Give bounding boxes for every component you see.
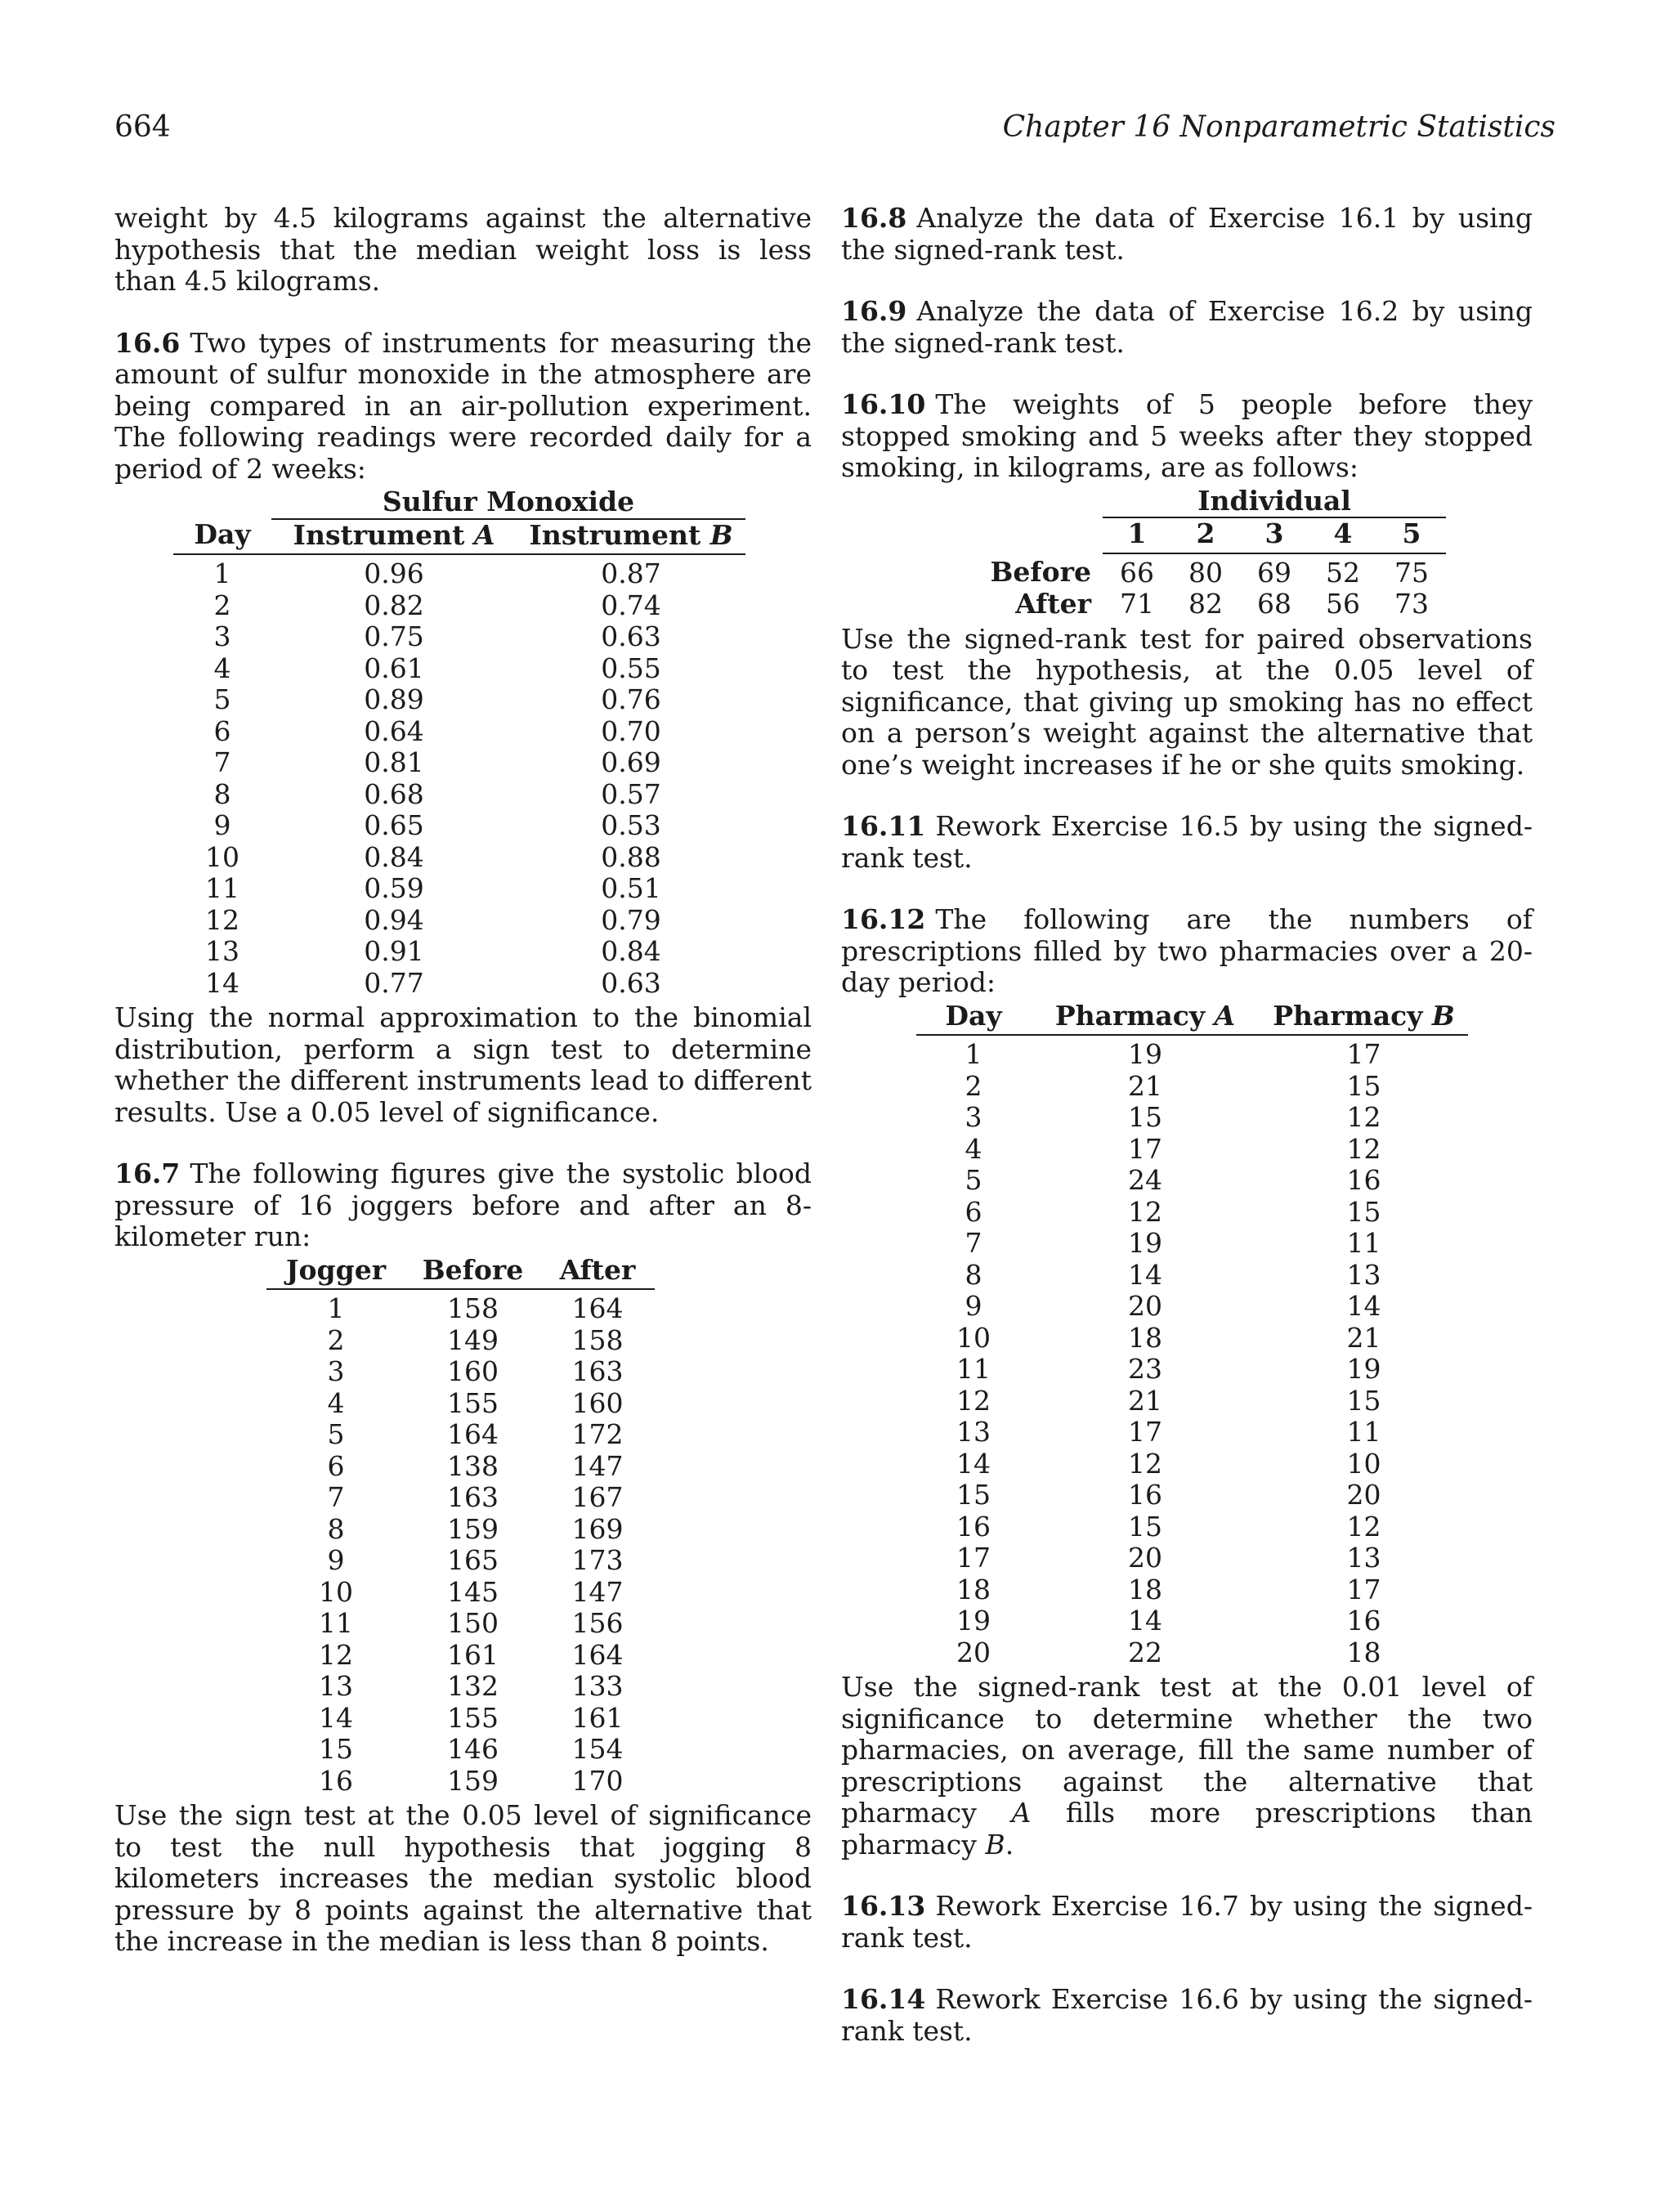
table-cell: 155 xyxy=(447,1701,499,1734)
table-cell: 18 xyxy=(1128,1573,1162,1605)
table-cell: 17 xyxy=(1346,1573,1381,1605)
table-cell: 132 xyxy=(447,1670,499,1702)
table-row xyxy=(916,1197,1468,1229)
table-cell: 0.94 xyxy=(364,903,424,936)
table-cell: 158 xyxy=(447,1292,499,1324)
table-cell: 3 xyxy=(965,1101,982,1133)
table-cell: 165 xyxy=(447,1544,499,1576)
table-header-row xyxy=(916,1001,1468,1036)
table-row xyxy=(266,1577,655,1609)
table-cell: 16 xyxy=(1346,1605,1381,1637)
table-row xyxy=(916,1511,1468,1543)
exercise-16-13 xyxy=(841,1891,1533,1954)
exercise-number: 16.14 xyxy=(841,1983,926,2015)
table-row xyxy=(173,716,745,748)
table-cell: 164 xyxy=(571,1292,624,1324)
table-row xyxy=(916,1480,1468,1511)
table-cell: 15 xyxy=(1128,1510,1162,1543)
table-row xyxy=(173,842,745,874)
exercise-number: 16.12 xyxy=(841,903,926,935)
table-group-header: Sulfur Monoxide xyxy=(271,486,745,519)
table-row-after xyxy=(952,589,1446,620)
table-cell: 8 xyxy=(213,777,231,810)
table-cell: 0.84 xyxy=(601,935,661,967)
table-cell: 20 xyxy=(1128,1290,1162,1322)
exercise-text: Two types of instruments for measuring the amount of sulfur monoxide in the atmosphere are being compared in an air-pollution experiment. The following readings were recorded daily for a period of 2 weeks: xyxy=(114,326,812,485)
sulfur-table-body xyxy=(173,554,745,999)
table-cell: 164 xyxy=(447,1418,499,1450)
table-header-row xyxy=(266,1255,655,1290)
table-cell: 170 xyxy=(571,1764,624,1797)
table-cell: 0.59 xyxy=(364,872,424,904)
table-row xyxy=(916,1228,1468,1260)
table-cell: 75 xyxy=(1394,556,1429,589)
table-cell: 0.91 xyxy=(364,935,424,967)
table-cell: 2 xyxy=(213,589,231,621)
table-cell: 4 xyxy=(213,652,231,684)
table-cell: 160 xyxy=(571,1386,624,1419)
table-cell: 0.79 xyxy=(601,903,661,936)
table-cell: 10 xyxy=(205,840,239,873)
table-cell: 12 xyxy=(1128,1195,1162,1228)
table-cell: 19 xyxy=(1128,1227,1162,1259)
table-row xyxy=(266,1703,655,1735)
table-cell: 66 xyxy=(1120,556,1154,589)
exercise-16-7-outro: Use the sign test at the 0.05 level of significance to test the null hypothesis that jogging 8 kilometers increases the median systolic blood pressure by 8 points against the alternative that the increase in the median is less than 8 points. xyxy=(114,1799,812,1957)
table-cell: 20 xyxy=(1346,1479,1381,1511)
col-header-individual: 4 xyxy=(1309,517,1377,553)
table-cell: 14 xyxy=(205,966,239,999)
table-cell: 3 xyxy=(213,620,231,652)
table-cell: 10 xyxy=(956,1321,991,1354)
table-cell: 12 xyxy=(319,1638,353,1671)
table-cell: 73 xyxy=(1394,588,1429,620)
table-cell: 10 xyxy=(319,1575,353,1608)
table-row xyxy=(266,1356,655,1388)
table-cell: 159 xyxy=(447,1512,499,1545)
table-cell: 52 xyxy=(1326,556,1360,589)
table-cell: 21 xyxy=(1128,1384,1162,1417)
jogger-table-body xyxy=(266,1289,655,1797)
table-row xyxy=(916,1386,1468,1417)
exercise-16-14 xyxy=(841,1984,1533,2047)
table-cell: 13 xyxy=(319,1670,353,1702)
table-row xyxy=(173,779,745,811)
sulfur-monoxide-table xyxy=(173,486,745,999)
table-cell: 69 xyxy=(1257,556,1291,589)
table-cell: 17 xyxy=(1128,1132,1162,1165)
table-cell: 17 xyxy=(956,1542,991,1574)
exercise-text: The following figures give the systolic blood pressure of 16 joggers before and after an 8-kilometer run: xyxy=(114,1157,812,1252)
table-cell: 0.77 xyxy=(364,966,424,999)
table-cell: 18 xyxy=(1346,1636,1381,1668)
table-row xyxy=(916,1260,1468,1292)
table-cell: 1 xyxy=(965,1038,982,1070)
table-cell: 0.64 xyxy=(364,714,424,747)
col-header-pharmacy-a: Pharmacy A xyxy=(1031,1001,1260,1036)
table-cell: 80 xyxy=(1188,556,1223,589)
table-row xyxy=(266,1766,655,1798)
table-cell: 71 xyxy=(1120,588,1154,620)
table-cell: 0.65 xyxy=(364,809,424,841)
table-cell: 6 xyxy=(213,714,231,747)
table-cell: 4 xyxy=(965,1132,982,1165)
table-row xyxy=(173,590,745,622)
col-header-pharmacy-b: Pharmacy B xyxy=(1260,1001,1468,1036)
table-cell: 11 xyxy=(956,1353,991,1385)
table-cell: 56 xyxy=(1326,588,1360,620)
table-cell: 0.57 xyxy=(601,777,661,810)
table-cell: 17 xyxy=(1346,1038,1381,1070)
table-row xyxy=(173,936,745,968)
exercise-16-9 xyxy=(841,296,1533,359)
table-cell: 2 xyxy=(965,1069,982,1102)
table-cell: 0.87 xyxy=(601,557,661,589)
table-cell: 15 xyxy=(1346,1195,1381,1228)
table-cell: 160 xyxy=(447,1355,499,1387)
table-cell: 156 xyxy=(571,1607,624,1639)
table-cell: 169 xyxy=(571,1512,624,1545)
table-row xyxy=(173,621,745,653)
table-row xyxy=(266,1734,655,1766)
table-cell: 147 xyxy=(571,1575,624,1608)
table-cell: 9 xyxy=(965,1290,982,1322)
table-row xyxy=(916,1574,1468,1606)
table-cell: 23 xyxy=(1128,1353,1162,1385)
table-cell: 22 xyxy=(1128,1636,1162,1668)
table-row xyxy=(916,1605,1468,1637)
table-row xyxy=(173,554,745,590)
table-cell: 21 xyxy=(1128,1069,1162,1102)
table-row xyxy=(266,1640,655,1672)
exercise-number: 16.8 xyxy=(841,202,907,234)
table-cell: 0.69 xyxy=(601,746,661,778)
table-cell: 15 xyxy=(319,1733,353,1765)
table-cell: 146 xyxy=(447,1733,499,1765)
col-header-day: Day xyxy=(916,1001,1031,1036)
table-cell: 164 xyxy=(571,1638,624,1671)
table-row xyxy=(266,1289,655,1325)
table-row xyxy=(916,1102,1468,1134)
table-cell: 0.84 xyxy=(364,840,424,873)
table-cell: 0.89 xyxy=(364,683,424,715)
table-row xyxy=(266,1608,655,1640)
table-cell: 18 xyxy=(1128,1321,1162,1354)
table-cell: 163 xyxy=(447,1481,499,1513)
exercise-text: Analyze the data of Exercise 16.2 by using the signed-rank test. xyxy=(841,295,1533,359)
table-cell: 12 xyxy=(956,1384,991,1417)
table-cell: 7 xyxy=(213,746,231,778)
table-cell: 9 xyxy=(327,1544,345,1576)
exercise-number: 16.13 xyxy=(841,1890,926,1922)
table-cell: 13 xyxy=(1346,1542,1381,1574)
table-row xyxy=(173,905,745,937)
table-cell: 21 xyxy=(1346,1321,1381,1354)
table-row xyxy=(266,1514,655,1546)
table-cell: 5 xyxy=(327,1418,345,1450)
table-cell: 0.55 xyxy=(601,652,661,684)
table-cell: 0.70 xyxy=(601,714,661,747)
table-cell: 173 xyxy=(571,1544,624,1576)
table-cell: 16 xyxy=(1346,1164,1381,1196)
table-row xyxy=(173,747,745,779)
table-row xyxy=(173,873,745,905)
table-cell: 0.88 xyxy=(601,840,661,873)
table-cell: 7 xyxy=(965,1227,982,1259)
table-cell: 11 xyxy=(205,872,239,904)
table-cell: 0.81 xyxy=(364,746,424,778)
table-cell: 24 xyxy=(1128,1164,1162,1196)
smoking-weights-table xyxy=(952,486,1446,620)
exercise-16-10-intro xyxy=(841,389,1533,484)
table-cell: 0.51 xyxy=(601,872,661,904)
table-cell: 155 xyxy=(447,1386,499,1419)
table-cell: 167 xyxy=(571,1481,624,1513)
table-cell: 12 xyxy=(1128,1447,1162,1480)
table-cell: 14 xyxy=(956,1447,991,1480)
table-row xyxy=(266,1388,655,1420)
table-cell: 13 xyxy=(205,935,239,967)
table-cell: 0.63 xyxy=(601,620,661,652)
table-cell: 150 xyxy=(447,1607,499,1639)
table-row xyxy=(916,1354,1468,1386)
table-cell: 149 xyxy=(447,1323,499,1356)
exercise-text: Rework Exercise 16.7 by using the signed-rank test. xyxy=(841,1890,1533,1954)
table-cell: 0.63 xyxy=(601,966,661,999)
jogger-blood-pressure-table xyxy=(266,1255,655,1798)
table-cell: 158 xyxy=(571,1323,624,1356)
exercise-text: Rework Exercise 16.5 by using the signed-rank test. xyxy=(841,810,1533,874)
table-cell: 4 xyxy=(327,1386,345,1419)
table-cell: 3 xyxy=(327,1355,345,1387)
table-cell: 0.68 xyxy=(364,777,424,810)
row-label-before: Before xyxy=(990,556,1091,588)
table-cell: 0.61 xyxy=(364,652,424,684)
table-cell: 133 xyxy=(571,1670,624,1702)
table-row xyxy=(173,810,745,842)
table-cell: 145 xyxy=(447,1575,499,1608)
page-header xyxy=(114,110,1555,153)
table-cell: 14 xyxy=(1128,1258,1162,1291)
col-header-individual: 1 xyxy=(1103,517,1171,553)
col-header-day: Day xyxy=(173,519,271,555)
exercise-number: 16.7 xyxy=(114,1157,181,1189)
exercise-16-6-outro: Using the normal approximation to the binomial distribution, perform a sign test to determine whether the different instruments lead to different results. Use a 0.05 level of significance. xyxy=(114,1001,812,1128)
exercise-16-11 xyxy=(841,811,1533,874)
table-cell: 0.75 xyxy=(364,620,424,652)
table-cell: 14 xyxy=(319,1701,353,1734)
pharmacy-prescriptions-table xyxy=(916,1001,1468,1669)
col-header-instrument-b: Instrument B xyxy=(517,519,745,555)
exercise-number: 16.9 xyxy=(841,295,907,327)
table-row xyxy=(266,1671,655,1703)
table-row xyxy=(266,1545,655,1577)
table-cell: 1 xyxy=(213,557,231,589)
table-row xyxy=(173,968,745,1000)
exercise-number: 16.11 xyxy=(841,810,926,842)
table-row-before xyxy=(952,553,1446,589)
table-cell: 172 xyxy=(571,1418,624,1450)
table-cell: 0.53 xyxy=(601,809,661,841)
col-header-before: Before xyxy=(405,1255,540,1290)
exercise-text: The weights of 5 people before they stopped smoking and 5 weeks after they stopped smoking, in kilograms, are as follows: xyxy=(841,388,1533,483)
exercise-16-12 xyxy=(841,904,1533,1860)
table-cell: 5 xyxy=(213,683,231,715)
exercise-text: Rework Exercise 16.6 by using the signed-rank test. xyxy=(841,1983,1533,2047)
table-row xyxy=(916,1165,1468,1197)
exercise-16-7 xyxy=(114,1158,812,1958)
exercise-16-8 xyxy=(841,203,1533,266)
table-row xyxy=(916,1134,1468,1166)
chapter-title: Chapter 16 Nonparametric Statistics xyxy=(1002,110,1555,144)
exercise-number: 16.10 xyxy=(841,388,926,420)
table-cell: 12 xyxy=(1346,1132,1381,1165)
col-header-instrument-a: Instrument A xyxy=(271,519,517,555)
table-group-header: Individual xyxy=(1103,486,1446,518)
table-row xyxy=(916,1543,1468,1574)
table-cell: 159 xyxy=(447,1764,499,1797)
table-cell: 154 xyxy=(571,1733,624,1765)
table-cell: 16 xyxy=(956,1510,991,1543)
table-row xyxy=(266,1482,655,1514)
table-cell: 19 xyxy=(1346,1353,1381,1385)
exercise-number: 16.6 xyxy=(114,326,181,359)
table-row xyxy=(173,684,745,716)
page-number: 664 xyxy=(114,110,171,144)
table-cell: 147 xyxy=(571,1449,624,1482)
table-cell: 20 xyxy=(1128,1542,1162,1574)
exercise-16-6-intro xyxy=(114,328,812,486)
table-cell: 161 xyxy=(571,1701,624,1734)
table-cell: 0.74 xyxy=(601,589,661,621)
continuation-text: weight by 4.5 kilograms against the alternative hypothesis that the median weight loss is less than 4.5 kilograms. xyxy=(114,202,812,297)
table-header-row xyxy=(173,519,745,555)
table-cell: 10 xyxy=(1346,1447,1381,1480)
table-cell: 15 xyxy=(1346,1384,1381,1417)
table-cell: 163 xyxy=(571,1355,624,1387)
col-header-individual: 3 xyxy=(1240,517,1309,553)
table-cell: 0.76 xyxy=(601,683,661,715)
exercise-16-12-outro: Use the signed-rank test at the 0.01 level of significance to determine whether the two pharmacies, on average, fill the same number of prescriptions against the alternative that pharmacy A fills more prescriptions than pharmacy B. xyxy=(841,1671,1533,1860)
col-header-individual: 5 xyxy=(1377,517,1446,553)
table-row xyxy=(173,653,745,685)
exercise-16-12-intro xyxy=(841,904,1533,999)
col-header-jogger: Jogger xyxy=(266,1255,405,1290)
table-cell: 12 xyxy=(205,903,239,936)
table-cell: 19 xyxy=(1128,1038,1162,1070)
right-column xyxy=(841,203,1533,2047)
table-row xyxy=(266,1419,655,1451)
table-row xyxy=(916,1449,1468,1480)
table-cell: 8 xyxy=(965,1258,982,1291)
table-cell: 15 xyxy=(1128,1101,1162,1133)
table-cell: 15 xyxy=(956,1479,991,1511)
table-cell: 13 xyxy=(956,1416,991,1448)
table-cell: 82 xyxy=(1188,588,1223,620)
table-cell: 0.96 xyxy=(364,557,424,589)
exercise-text: Analyze the data of Exercise 16.1 by using the signed-rank test. xyxy=(841,202,1533,266)
table-cell: 7 xyxy=(327,1481,345,1513)
table-row xyxy=(916,1291,1468,1323)
table-cell: 6 xyxy=(965,1195,982,1228)
table-cell: 0.82 xyxy=(364,589,424,621)
exercise-16-6 xyxy=(114,328,812,1129)
table-cell: 12 xyxy=(1346,1510,1381,1543)
table-cell: 2 xyxy=(327,1323,345,1356)
table-cell: 14 xyxy=(1346,1290,1381,1322)
table-cell: 19 xyxy=(956,1605,991,1637)
table-cell: 20 xyxy=(956,1636,991,1668)
pharmacy-table-body xyxy=(916,1035,1468,1668)
table-cell: 1 xyxy=(327,1292,345,1324)
table-cell: 15 xyxy=(1346,1069,1381,1102)
table-cell: 6 xyxy=(327,1449,345,1482)
table-cell: 8 xyxy=(327,1512,345,1545)
table-cell: 11 xyxy=(1346,1227,1381,1259)
table-cell: 11 xyxy=(319,1607,353,1639)
row-label-after: After xyxy=(1015,588,1091,620)
exercise-16-10-outro: Use the signed-rank test for paired observations to test the hypothesis, at the 0.05 level of significance, that giving up smoking has no effect on a person’s weight against the alternative that one’s weight increases if he or she quits smoking. xyxy=(841,622,1533,781)
table-cell: 5 xyxy=(965,1164,982,1196)
table-cell: 161 xyxy=(447,1638,499,1671)
left-column xyxy=(114,203,812,1958)
table-cell: 11 xyxy=(1346,1416,1381,1448)
table-cell: 16 xyxy=(1128,1479,1162,1511)
col-header-individual: 2 xyxy=(1171,517,1240,553)
table-row xyxy=(916,1417,1468,1449)
table-cell: 68 xyxy=(1257,588,1291,620)
table-cell: 13 xyxy=(1346,1258,1381,1291)
table-cell: 14 xyxy=(1128,1605,1162,1637)
table-row xyxy=(916,1637,1468,1669)
exercise-text: The following are the numbers of prescriptions filled by two pharmacies over a 20-day period: xyxy=(841,903,1533,998)
table-header-row xyxy=(952,517,1446,553)
table-cell: 16 xyxy=(319,1764,353,1797)
table-cell: 17 xyxy=(1128,1416,1162,1448)
table-cell: 138 xyxy=(447,1449,499,1482)
table-cell: 18 xyxy=(956,1573,991,1605)
table-row xyxy=(266,1451,655,1483)
col-header-after: After xyxy=(540,1255,655,1290)
exercise-16-10 xyxy=(841,389,1533,781)
table-row xyxy=(266,1325,655,1357)
exercise-16-7-intro xyxy=(114,1158,812,1253)
table-row xyxy=(916,1035,1468,1071)
table-row xyxy=(916,1323,1468,1355)
table-cell: 9 xyxy=(213,809,231,841)
table-cell: 12 xyxy=(1346,1101,1381,1133)
table-row xyxy=(916,1071,1468,1103)
